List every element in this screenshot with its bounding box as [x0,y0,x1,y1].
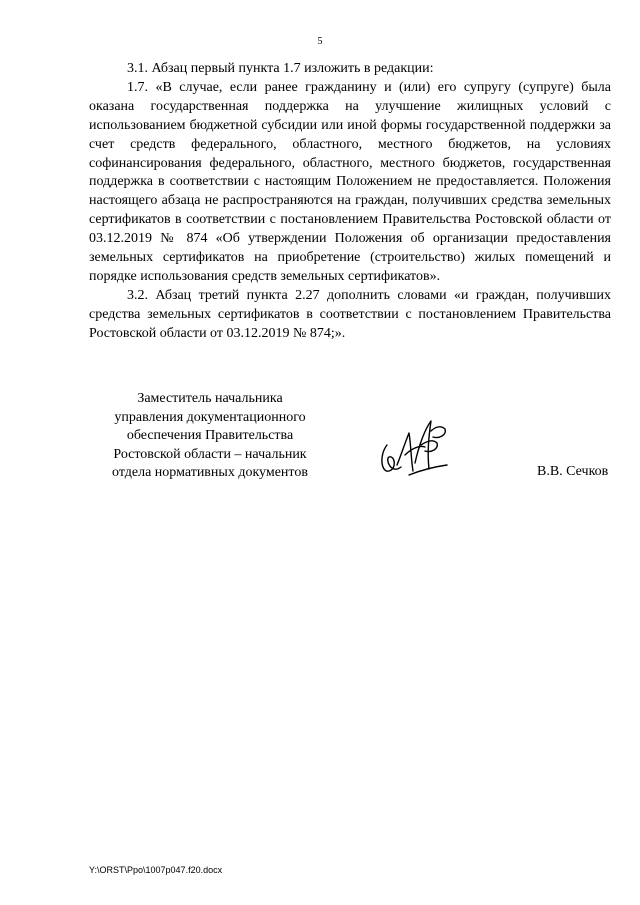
paragraph-1-7: 1.7. «В случае, если ранее гражданину и (или) его супругу (супруге) была оказана государственная поддержка на улучшение жилищных условий с использованием бюджетной субсидии или иной формы государственной поддержки за счет средств федерального, областного, местного бюджетов, на условиях софинансирования федерального, областного, местного бюджетов, государственная поддержка в соответствии с настоящим Положением не предоставляется. Положения настоящего абзаца не распространяются на граждан, получивших средства земельных сертификатов в соответствии с постановлением Правительства Ростовской области от 03.12.2019 № 874 «Об утверждении Положения об организации предоставления земельных сертификатов на приобретение (строительство) жилых помещений и порядке использования средств земельных сертификатов». [89,79,611,284]
position-line: Заместитель начальника [137,391,283,406]
position-line: отдела нормативных документов [112,465,308,480]
page-number: 5 [317,36,323,47]
position-line: обеспечения Правительства [126,428,294,443]
signature-icon [375,415,455,485]
file-path: Y:\ORST\Ppo\1007p047.f20.docx [89,865,223,875]
position-line: управления документационного [114,409,306,425]
paragraph-3-1: 3.1. Абзац первый пункта 1.7 изложить в редакции: [127,61,434,76]
signer-name: В.В. Сечков [537,464,609,479]
signature-block [110,390,610,490]
position-line: Ростовской области – начальник [113,446,307,462]
signer-position [110,390,310,483]
document-body [89,60,611,344]
paragraph-3-2: 3.2. Абзац третий пункта 2.27 дополнить словами «и граждан, получивших средства земельных сертификатов в соответствии с постановлением Правительства Ростовской области от 03.12.2019 № 874;». [89,287,611,341]
